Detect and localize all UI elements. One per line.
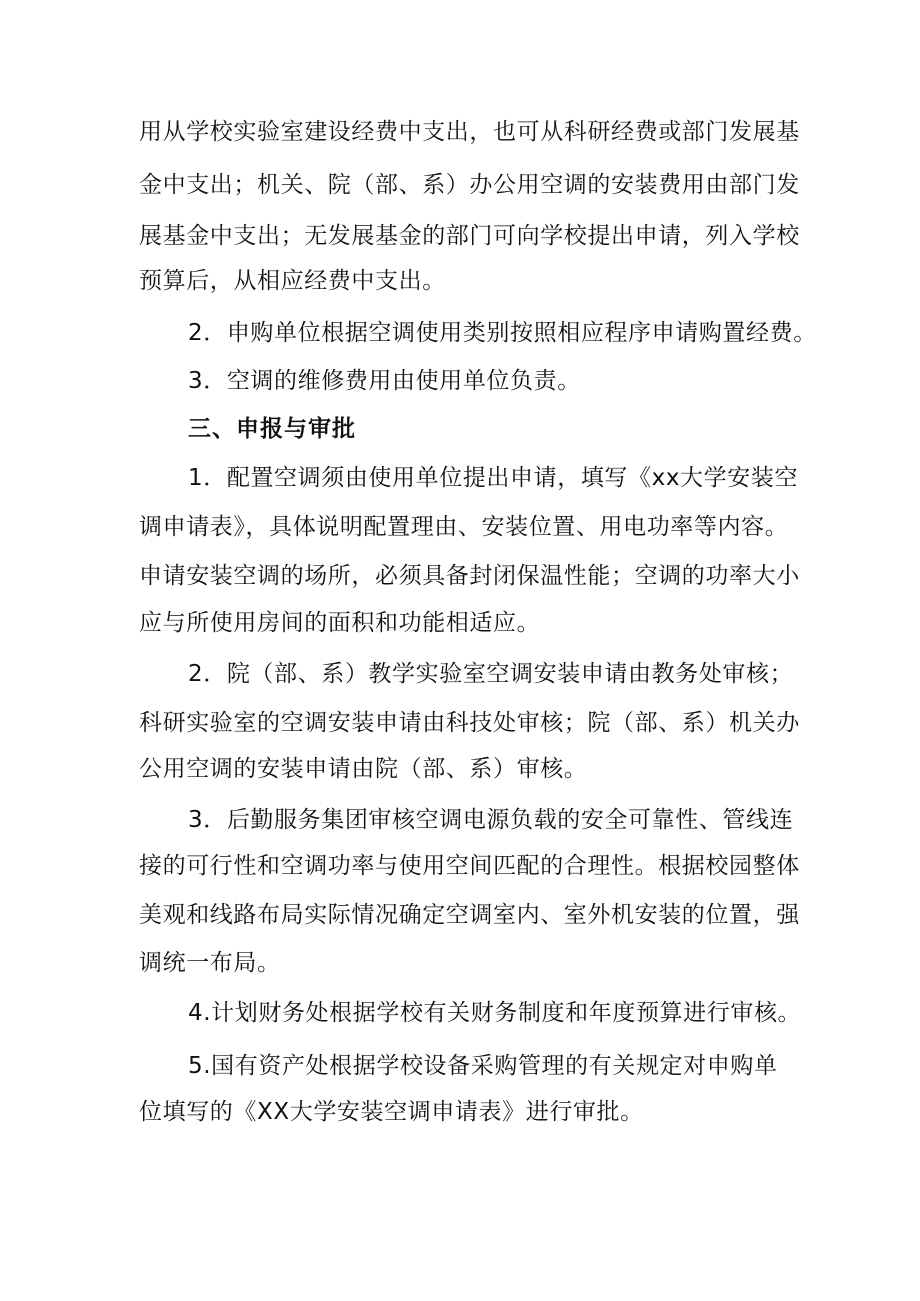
list-item-3: 3．空调的维修费用由使用单位负责。 xyxy=(188,368,581,394)
paragraph-line: 用从学校实验室建设经费中支出，也可从科研经费或部门发展基 xyxy=(139,119,800,145)
list-item-4: 4.计划财务处根据学校有关财务制度和年度预算进行审核。 xyxy=(188,1000,802,1026)
paragraph-line: 公用空调的安装申请由院（部、系）审核。 xyxy=(139,756,588,782)
paragraph-line: 2．院（部、系）教学实验室空调安装申请由教务处审核； xyxy=(188,661,794,687)
paragraph-line: 预算后，从相应经费中支出。 xyxy=(139,268,446,294)
paragraph-line: 1．配置空调须由使用单位提出申请，填写《xx大学安装空 xyxy=(188,465,799,491)
list-item-2: 2．申购单位根据空调使用类别按照相应程序申请购置经费。 xyxy=(188,320,817,346)
paragraph-line: 展基金中支出；无发展基金的部门可向学校提出申请，列入学校 xyxy=(139,223,800,249)
paragraph-line: 3．后勤服务集团审核空调电源负载的安全可靠性、管线连 xyxy=(188,807,794,833)
paragraph-line: 接的可行性和空调功率与使用空间匹配的合理性。根据校园整体 xyxy=(139,853,800,879)
section-heading: 三、申报与审批 xyxy=(188,416,356,442)
paragraph-line: 申请安装空调的场所，必须具备封闭保温性能；空调的功率大小 xyxy=(139,563,800,589)
paragraph-line: 调统一布局。 xyxy=(139,950,281,976)
paragraph-line: 调申请表》，具体说明配置理由、安装位置、用电功率等内容。 xyxy=(139,514,789,540)
paragraph-line: 科研实验室的空调安装申请由科技处审核；院（部、系）机关办 xyxy=(139,710,800,736)
paragraph-line: 应与所使用房间的面积和功能相适应。 xyxy=(139,610,541,636)
paragraph-line: 位填写的《XX大学安装空调申请表》进行审批。 xyxy=(139,1099,644,1125)
paragraph-line: 美观和线路布局实际情况确定空调室内、室外机安装的位置，强 xyxy=(139,902,800,928)
paragraph-line: 5.国有资产处根据学校设备采购管理的有关规定对申购单 xyxy=(188,1053,778,1079)
paragraph-line: 金中支出；机关、院（部、系）办公用空调的安装费用由部门发 xyxy=(139,172,800,198)
